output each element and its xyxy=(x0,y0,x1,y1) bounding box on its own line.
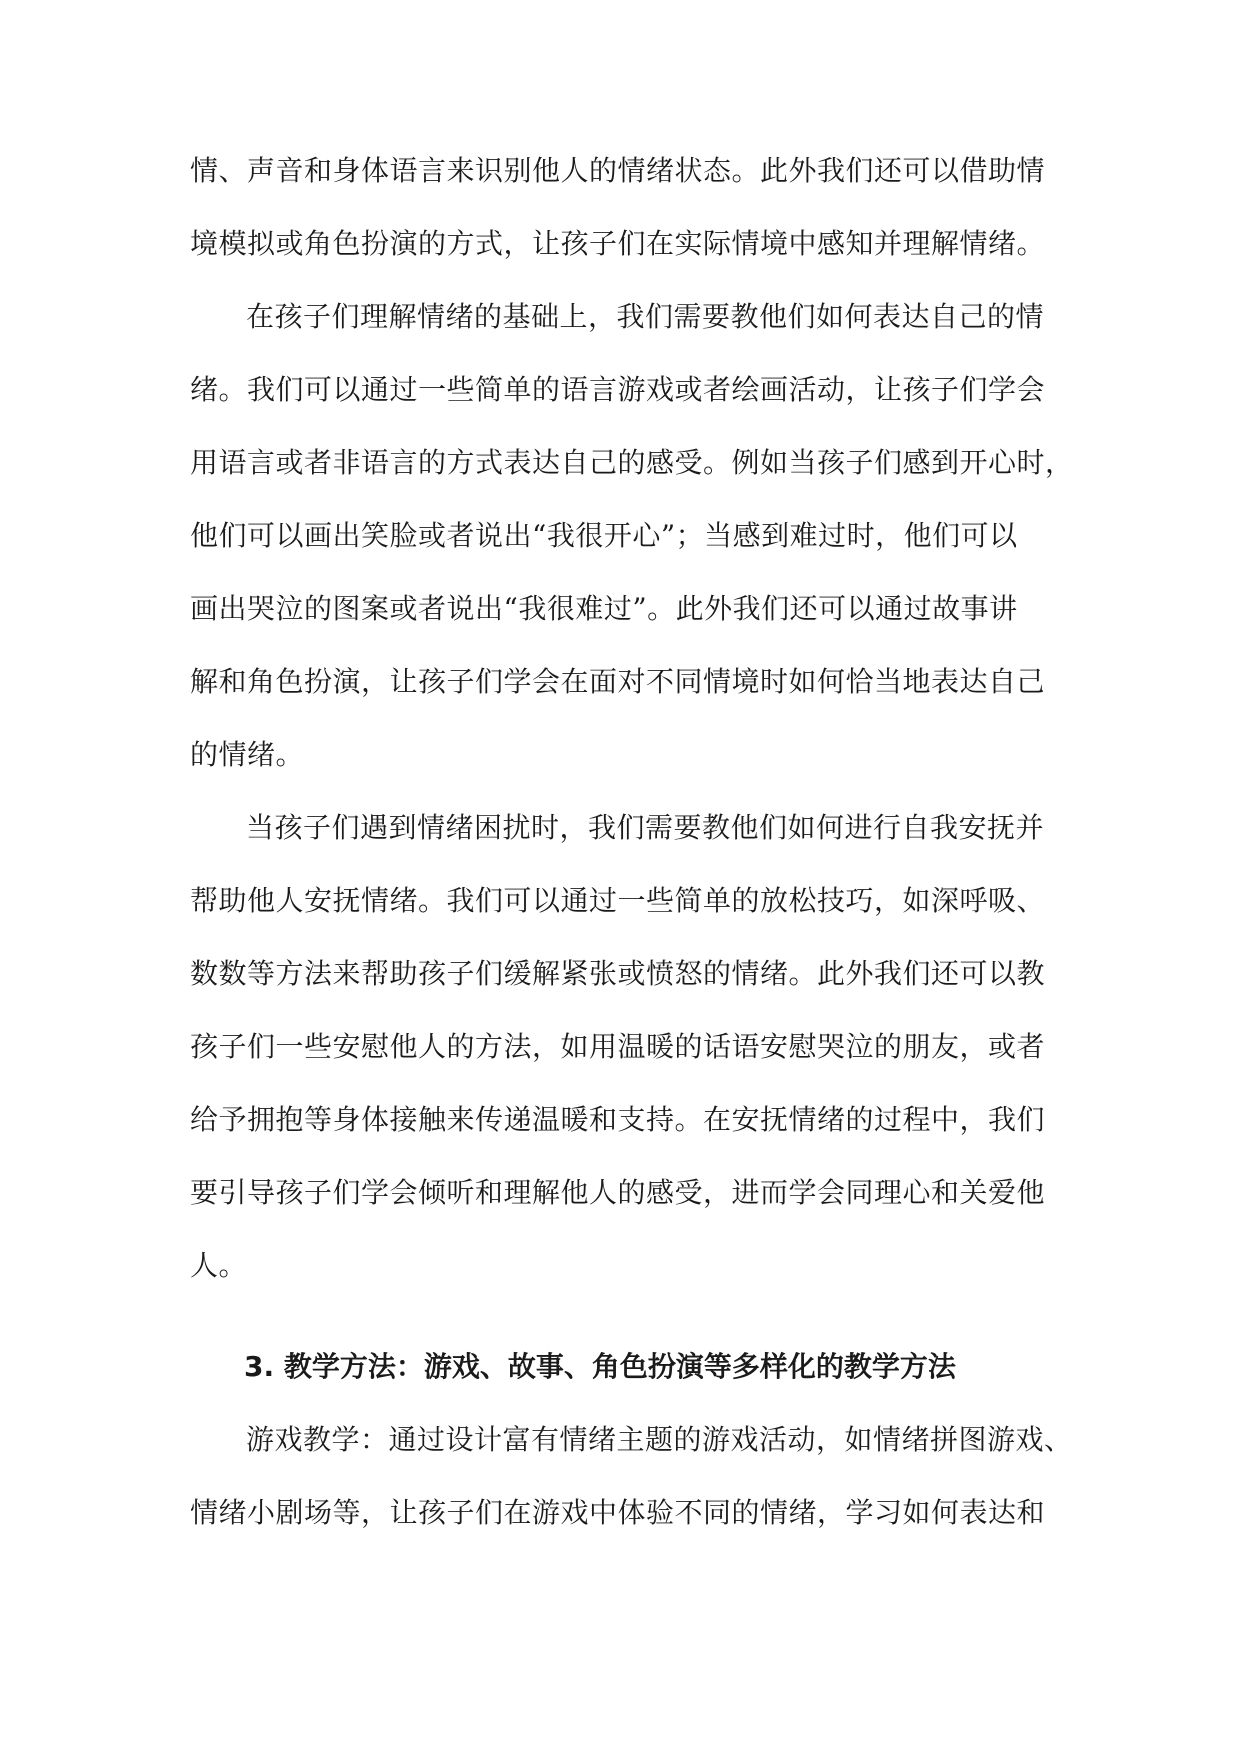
text-line: 情绪小剧场等，让孩子们在游戏中体验不同的情绪，学习如何表达和 xyxy=(190,1496,1046,1529)
text-line: 境模拟或角色扮演的方式，让孩子们在实际情境中感知并理解情绪。 xyxy=(190,227,1046,260)
text-line: 数数等方法来帮助孩子们缓解紧张或愤怒的情绪。此外我们还可以教 xyxy=(190,957,1046,990)
text-line: 他们可以画出笑脸或者说出“我很开心”；当感到难过时，他们可以 xyxy=(190,519,1018,552)
text-line: 的情绪。 xyxy=(190,738,305,771)
text-line: 画出哭泣的图案或者说出“我很难过”。此外我们还可以通过故事讲 xyxy=(190,592,1018,625)
paragraph-2 xyxy=(190,280,1074,791)
text-line: 在孩子们理解情绪的基础上，我们需要教他们如何表达自己的情 xyxy=(246,300,1045,333)
text-line: 帮助他人安抚情绪。我们可以通过一些简单的放松技巧，如深呼吸、 xyxy=(190,884,1046,917)
text-line: 要引导孩子们学会倾听和理解他人的感受，进而学会同理心和关爱他 xyxy=(190,1176,1046,1209)
document-body xyxy=(190,134,1074,1549)
paragraph-1 xyxy=(190,134,1058,280)
text-line: 解和角色扮演，让孩子们学会在面对不同情境时如何恰当地表达自己 xyxy=(190,665,1046,698)
text-line: 绪。我们可以通过一些简单的语言游戏或者绘画活动，让孩子们学会 xyxy=(190,373,1046,406)
text-line: 游戏教学：通过设计富有情绪主题的游戏活动，如情绪拼图游戏、 xyxy=(246,1423,1073,1456)
text-line: 人。 xyxy=(190,1249,248,1282)
paragraph-3 xyxy=(190,791,1058,1302)
section-spacer xyxy=(190,1302,1058,1330)
text-line: 情、声音和身体语言来识别他人的情绪状态。此外我们还可以借助情 xyxy=(190,154,1046,187)
text-line: 用语言或者非语言的方式表达自己的感受。例如当孩子们感到开心时， xyxy=(190,446,1074,479)
section-heading: 3. 教学方法：游戏、故事、角色扮演等多样化的教学方法 xyxy=(244,1350,956,1383)
text-line: 孩子们一些安慰他人的方法，如用温暖的话语安慰哭泣的朋友，或者 xyxy=(190,1030,1046,1063)
text-line: 给予拥抱等身体接触来传递温暖和支持。在安抚情绪的过程中，我们 xyxy=(190,1103,1046,1136)
paragraph-game-teaching xyxy=(190,1403,1073,1549)
text-line: 当孩子们遇到情绪困扰时，我们需要教他们如何进行自我安抚并 xyxy=(246,811,1045,844)
